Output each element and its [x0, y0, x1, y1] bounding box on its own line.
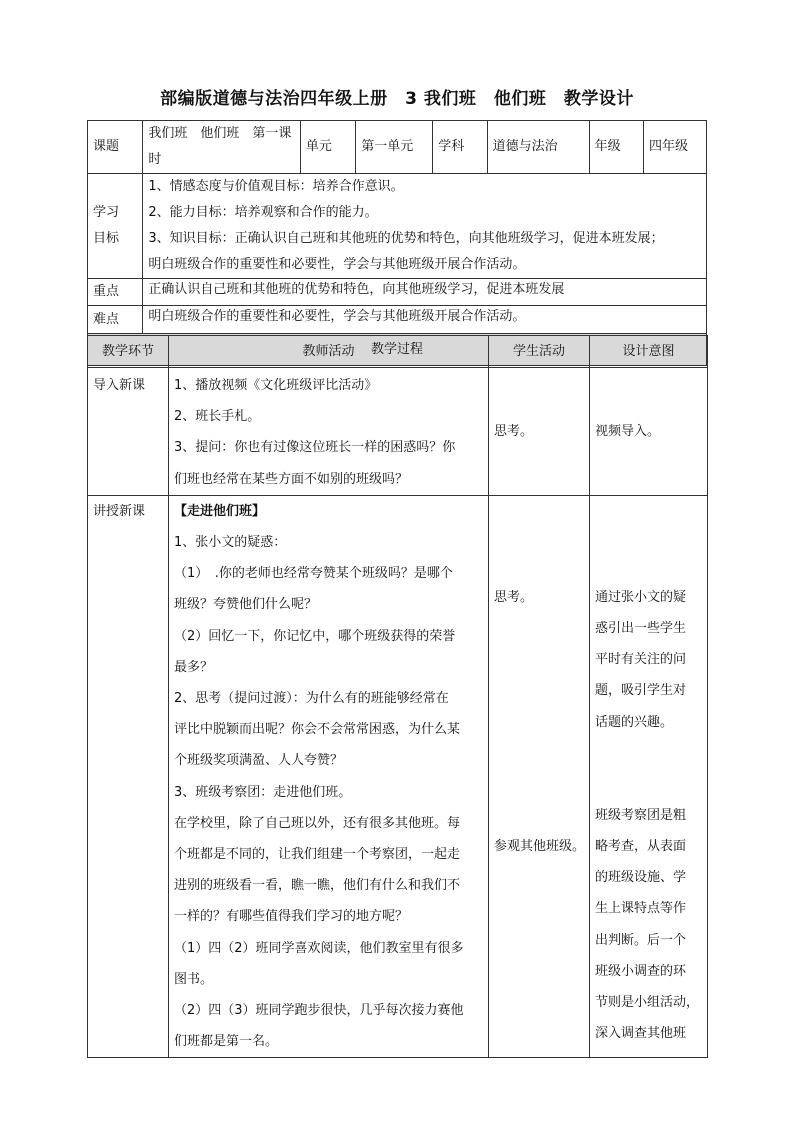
intent-line: 班级小调查的环 [595, 963, 687, 979]
column-header-intent: 设计意图 [590, 336, 708, 368]
intent-line: 题，吸引学生对 [595, 683, 687, 699]
grade-value: 四年级 [643, 121, 706, 174]
intent-block-2 [595, 800, 699, 1050]
subject-value: 道德与法治 [487, 121, 589, 174]
lesson-stage: 讲授新课 [88, 495, 169, 1058]
lesson-design-intent [590, 495, 708, 1058]
teacher-line: （2）回忆一下，你记忆中，哪个班级获得的荣誉 [174, 628, 456, 644]
teacher-line: 2、思考（提问过渡）：为什么有的班能够经常在 [174, 691, 449, 707]
objective-line: 明白班级合作的重要性和必要性，学会与其他班级开展合作活动。 [148, 257, 526, 272]
intent-line: 深入调查其他班 [595, 1026, 687, 1042]
intent-line: 话题的兴趣。 [595, 714, 674, 730]
column-header-student: 学生活动 [489, 336, 590, 368]
objectives-content [143, 174, 707, 279]
intent-block-1 [595, 582, 686, 738]
unit-value: 第一单元 [356, 121, 433, 174]
teacher-line: （2）四（3）班同学跑步很快，几乎每次接力赛他 [174, 1003, 464, 1019]
teacher-line: 们班都是第一名。 [174, 1034, 279, 1050]
teacher-line: 进别的班级看一看，瞧一瞧，他们有什么和我们不 [174, 878, 461, 894]
document-title: 部编版道德与法治四年级上册 3 我们班 他们班 教学设计 [160, 89, 634, 109]
objective-line: 3、知识目标：正确认识自己班和其他班的优势和特色，向其他班级学习，促进本班发展； [148, 231, 664, 246]
intent-line: 生上课特点等作 [595, 901, 687, 917]
intent-line: 平时有关注的问 [595, 652, 687, 668]
intent-line: 出判断。后一个 [595, 932, 687, 948]
intro-design-intent: 视频导入。 [590, 368, 708, 496]
teacher-line: 3、提问：你也有过像这位班长一样的困惑吗？你 [174, 440, 456, 456]
intro-teacher-activity [169, 368, 489, 496]
teacher-line: （1）四（2）班同学喜欢阅读，他们教室里有很多 [174, 940, 464, 956]
objectives-label [88, 174, 143, 279]
topic-label: 课题 [88, 121, 143, 174]
objectives-label-line2: 目标 [93, 231, 120, 246]
teacher-line: 2、班长手札。 [174, 409, 261, 425]
teacher-line: 个班都是不同的，让我们组建一个考察团，一起走 [174, 847, 461, 863]
topic-value: 我们班 他们班 第一课时 [143, 121, 300, 174]
teacher-line-heading: 【走进他们班】 [174, 503, 266, 519]
teacher-line: 个班级奖项满盈、人人夸赞？ [174, 753, 344, 769]
teacher-line: 评比中脱颖而出呢？你会不会常常困惑，为什么某 [174, 722, 461, 738]
teacher-line: 1、播放视频《文化班级评比活动》 [174, 378, 378, 393]
objective-line: 2、能力目标：培养观察和合作的能力。 [148, 205, 378, 220]
teacher-line: 图书。 [174, 971, 214, 987]
grade-label: 年级 [589, 121, 643, 174]
column-header-stage: 教学环节 [88, 336, 169, 368]
teacher-line: 班级？夸赞他们什么呢？ [174, 597, 318, 613]
column-header-teacher: 教师活动 [169, 336, 489, 368]
objectives-label-line1: 学习 [93, 205, 120, 220]
student-activity-visit: 参观其他班级。 [494, 838, 586, 854]
teacher-line: （1） .你的老师也经常夸赞某个班级吗？是哪个 [174, 566, 453, 582]
intent-line: 惑引出一些学生 [595, 621, 687, 637]
teacher-line: 在学校里，除了自己班以外，还有很多其他班。每 [174, 815, 461, 831]
intent-line: 节则是小组活动， [595, 995, 700, 1011]
lesson-info-table [87, 120, 707, 366]
objective-line: 1、情感态度与价值观目标：培养合作意识。 [148, 179, 404, 194]
process-header: 教学过程 [88, 334, 707, 366]
intro-student-activity: 思考。 [489, 368, 590, 496]
intent-line: 的班级设施、学 [595, 870, 687, 886]
teaching-process-table [87, 335, 708, 1058]
intent-line: 略考查，从表面 [595, 839, 687, 855]
teacher-line: 一样的？有哪些值得我们学习的地方呢？ [174, 909, 409, 925]
intent-line: 班级考察团是粗 [595, 807, 687, 823]
lesson-teacher-activity [169, 495, 489, 1058]
difficulty-text: 明白班级合作的重要性和必要性，学会与其他班级开展合作活动。 [143, 306, 707, 334]
teacher-line: 最多？ [174, 659, 214, 675]
intent-line: 通过张小文的疑 [595, 589, 687, 605]
student-activity-think: 思考。 [494, 589, 534, 605]
teacher-line: 们班也经常在某些方面不如别的班级吗？ [174, 471, 409, 487]
teacher-line: 1、张小文的疑惑： [174, 535, 287, 551]
subject-label: 学科 [433, 121, 487, 174]
teacher-line: 3、班级考察团：走进他们班。 [174, 784, 352, 800]
key-point-text: 正确认识自己班和其他班的优势和特色，向其他班级学习，促进本班发展 [143, 279, 707, 306]
key-point-label: 重点 [88, 279, 143, 306]
difficulty-label: 难点 [88, 306, 143, 334]
intro-stage: 导入新课 [88, 368, 169, 496]
unit-label: 单元 [300, 121, 355, 174]
lesson-student-activity [489, 495, 590, 1058]
